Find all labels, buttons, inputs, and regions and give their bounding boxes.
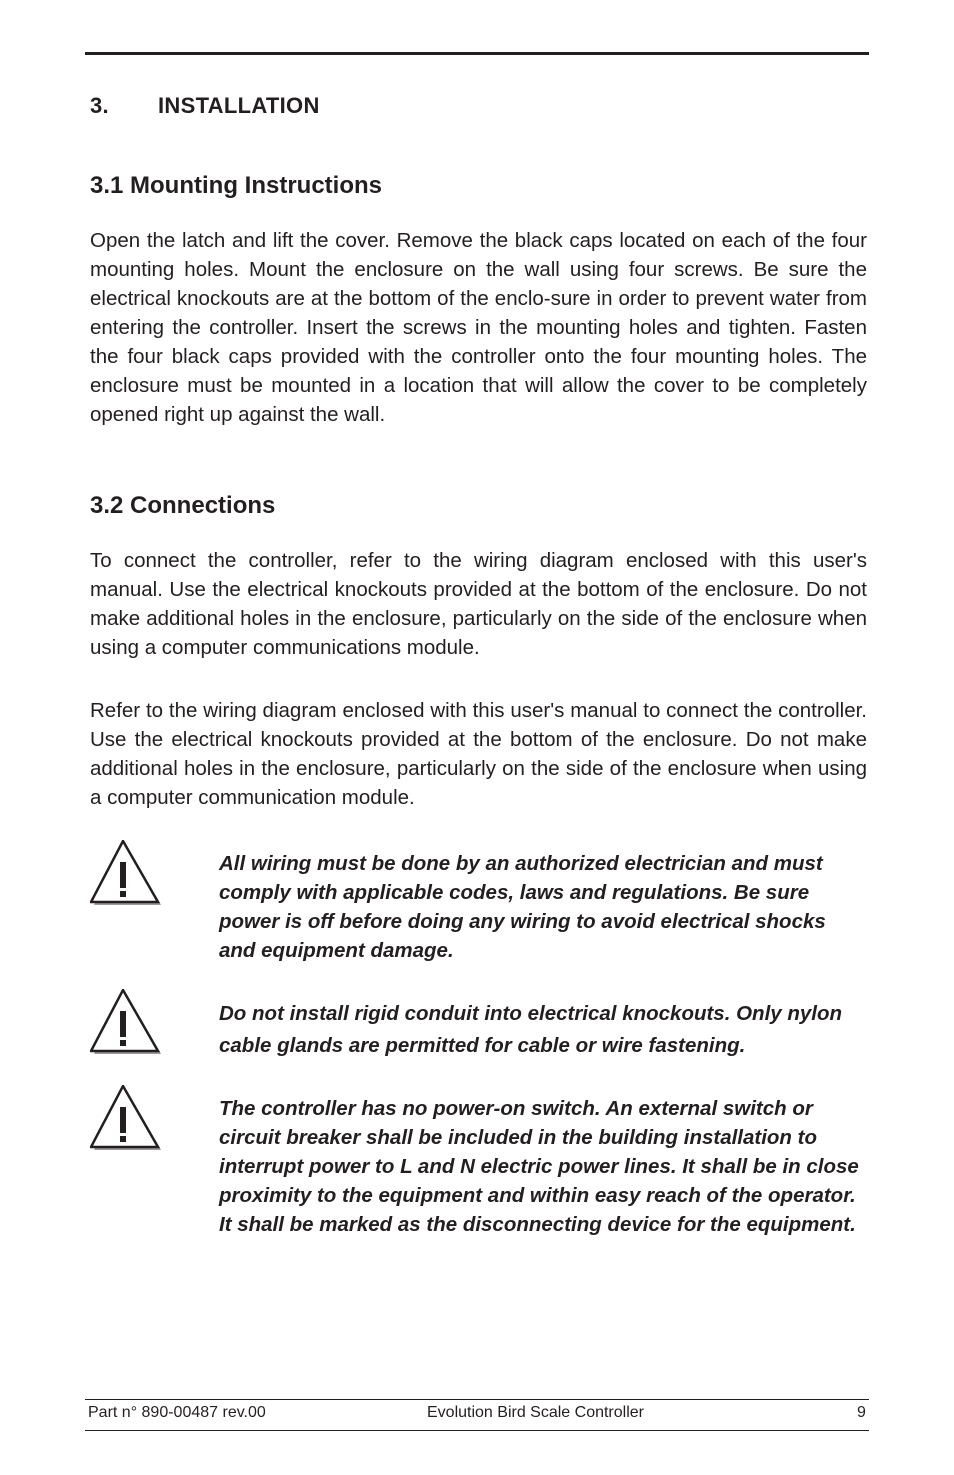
connections-paragraph-1: To connect the controller, refer to the wiring diagram enclosed with this user's manual. Use the electrical knockouts provided at the bottom of the enclosure. Do not make additional holes in the enclosure, particularly on the side of the enclosure when using a computer communications module.	[90, 549, 867, 659]
footer-product-name: Evolution Bird Scale Controller	[427, 1404, 644, 1421]
footer-rule-top	[85, 1399, 869, 1400]
footer-page-number: 9	[857, 1404, 866, 1421]
section-heading-connections: 3.2 Connections	[90, 492, 276, 519]
warning-text-power-switch: The controller has no power-on switch. An external switch or circuit breaker shall be included in the building installation to interrupt power to L and N electric power lines. It shall be in close proximity to the equipment and within easy reach of the operator. It shall be marked as the disconnecting device for the equipment.	[219, 1097, 859, 1236]
warning-triangle-icon	[90, 989, 162, 1055]
connections-paragraph-2: Refer to the wiring diagram enclosed with this user's manual to connect the controller. Use the electrical knockouts provided at the bottom of the enclosure. Do not make additional holes in the enclosure, particularly on the side of the enclosure when using a computer communication module.	[90, 699, 867, 809]
mounting-paragraph: Open the latch and lift the cover. Remove the black caps located on each of the four mounting holes. Mount the enclosure on the wall using four screws. Be sure the electrical knockouts are at the bottom of the enclo-sure in order to prevent water from entering the controller. Insert the screws in the mounting holes and tighten. Fasten the four black caps provided with the controller onto the four mounting holes. The enclosure must be mounted in a location that will allow the cover to be completely opened right up against the wall.	[90, 229, 867, 426]
warning-triangle-icon	[90, 1085, 162, 1151]
chapter-title: INSTALLATION	[158, 93, 320, 118]
chapter-number: 3.	[90, 93, 109, 118]
warning-text-wiring: All wiring must be done by an authorized electrician and must comply with applicable codes, laws and regulations. Be sure power is off before doing any wiring to avoid electrical shocks and equipment damage.	[219, 852, 826, 962]
section-heading-mounting: 3.1 Mounting Instructions	[90, 172, 382, 199]
footer-rule-bottom	[85, 1430, 869, 1431]
chapter-heading	[90, 93, 320, 119]
footer-part-number: Part n° 890-00487 rev.00	[88, 1404, 266, 1421]
header-rule	[85, 52, 869, 55]
warning-triangle-icon	[90, 840, 162, 906]
warning-text-conduit: Do not install rigid conduit into electrical knockouts. Only nylon cable glands are permitted for cable or wire fastening.	[219, 1002, 843, 1057]
